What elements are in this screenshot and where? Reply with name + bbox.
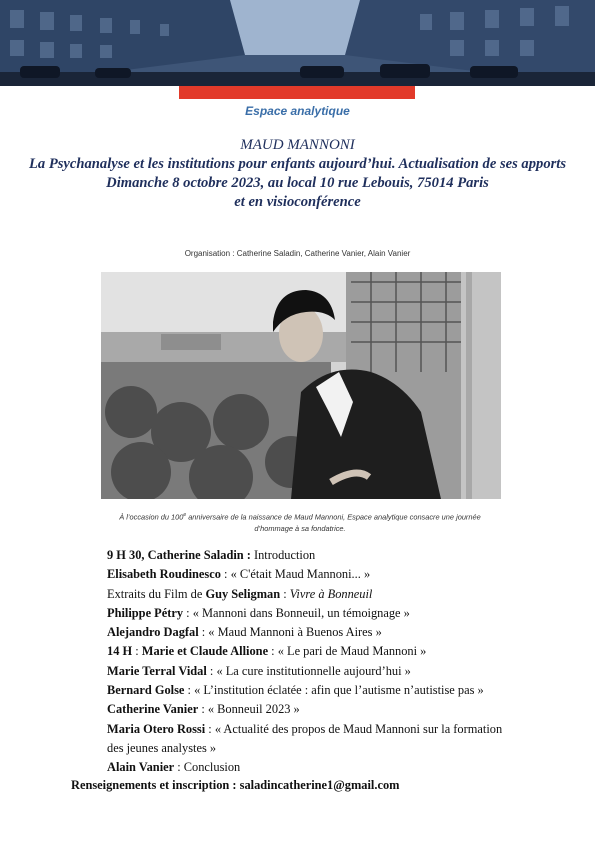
event-date-place: Dimanche 8 octobre 2023, au local 10 rue Lebouis, 75014 Paris — [106, 175, 489, 191]
program-speaker: Philippe Pétry — [107, 605, 184, 620]
program-item — [107, 662, 577, 681]
program-talk: : « C'était Maud Mannoni... » — [220, 567, 371, 582]
header-banner-photo — [0, 0, 595, 86]
program-talk: : « Bonneuil 2023 » — [198, 702, 300, 717]
program-item — [107, 700, 577, 719]
program-film-title: Vivre à Bonneuil — [289, 586, 373, 601]
caption-sup: e — [183, 512, 187, 518]
program-speaker: Marie Terral Vidal — [107, 663, 207, 678]
program-item — [107, 623, 577, 642]
event-title-block — [20, 136, 575, 212]
program-item — [107, 565, 577, 584]
program-separator: : — [132, 644, 142, 659]
contact-line: Renseignements et inscription : saladincatherine1@gmail.com — [71, 778, 400, 792]
program-speaker: Catherine Saladin : — [147, 548, 251, 562]
program-talk: : « Le pari de Maud Mannoni » — [268, 644, 427, 659]
program-item — [107, 642, 577, 661]
caption-suffix: anniversaire de la naissance de Maud Mannoni, Espace analytique consacre une journée d’hommage à sa fondatrice. — [186, 512, 481, 534]
program-speaker: Elisabeth Roudinesco — [107, 567, 221, 582]
portrait-photo — [101, 272, 501, 499]
program-pre: Extraits du Film de — [107, 586, 206, 601]
program-talk: : « Mannoni dans Bonneuil, un témoignage » — [183, 605, 410, 620]
program-speaker: Bernard Golse — [107, 683, 185, 698]
program-talk: : « La cure institutionnelle aujourd’hui » — [206, 663, 411, 678]
program-item — [107, 681, 577, 700]
program-item — [107, 585, 577, 604]
program-time: 9 H 30, — [107, 548, 148, 562]
program-speaker: Marie et Claude Allione — [141, 644, 269, 659]
program-item — [107, 604, 577, 623]
program-speaker: Alain Vanier — [107, 760, 175, 775]
program-talk: : — [280, 586, 290, 601]
program-talk: Introduction — [250, 548, 316, 562]
program-time: 14 H — [107, 644, 133, 659]
caption-prefix: À l’occasion du 100 — [119, 512, 184, 522]
program-speaker: Maria Otero Rossi — [107, 721, 206, 736]
program-item — [107, 546, 577, 565]
program-talk: : Conclusion — [174, 760, 241, 775]
header-accent-bar — [179, 86, 415, 99]
event-mode: et en visioconférence — [234, 194, 361, 210]
program-item — [107, 758, 577, 777]
event-subtitle: La Psychanalyse et les institutions pour enfants aujourd’hui. Actualisation de ses apports — [28, 156, 567, 172]
program-speaker: Alejandro Dagfal — [107, 625, 199, 640]
program-item — [107, 720, 507, 759]
program-list — [107, 546, 577, 778]
program-talk: : « Maud Mannoni à Buenos Aires » — [198, 625, 382, 640]
event-name: MAUD MANNONI — [240, 137, 355, 153]
program-speaker: Guy Seligman — [205, 586, 281, 601]
brand-name: Espace analytique — [245, 104, 350, 118]
program-talk: : « Actualité des propos de Maud Mannoni sur la formation des jeunes analystes » — [107, 721, 503, 755]
program-speaker: Catherine Vanier — [107, 702, 199, 717]
organisation-line: Organisation : Catherine Saladin, Catherine Vanier, Alain Vanier — [184, 249, 411, 258]
program-talk: : « L’institution éclatée : afin que l’autisme n’autistise pas » — [184, 683, 484, 698]
photo-caption — [100, 509, 500, 535]
